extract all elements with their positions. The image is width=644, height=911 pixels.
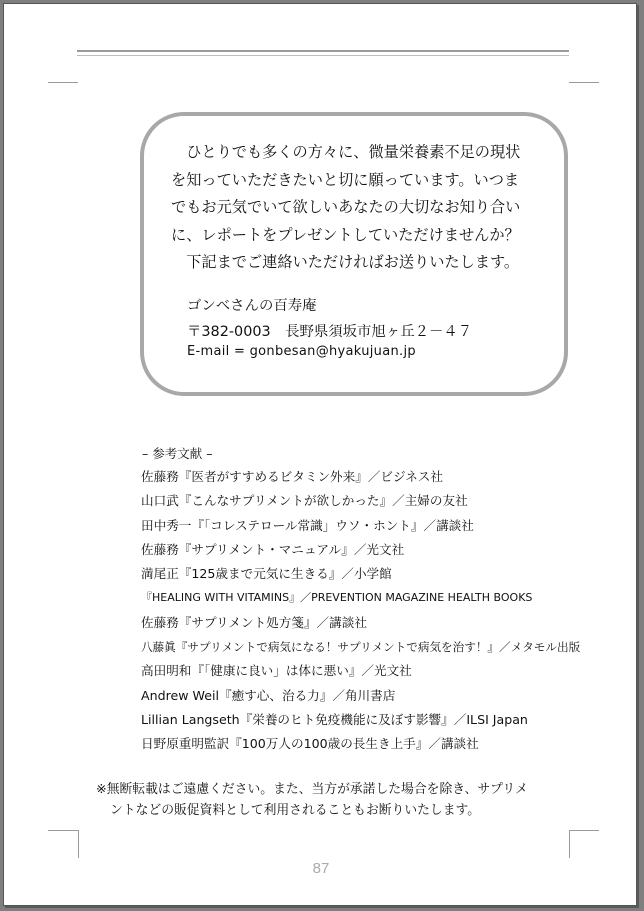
copyright-notice-line-1: ※無断転載はご遠慮ください。また、当方が承諾した場合を除き、サプリメ bbox=[96, 782, 528, 797]
copyright-notice bbox=[96, 779, 576, 821]
reference-item: 『HEALING WITH VITAMINS』／PREVENTION MAGAZINE HEALTH BOOKS bbox=[141, 591, 533, 605]
crop-mark-bottom-left bbox=[48, 830, 78, 831]
reference-item: 満尾正『125歳まで元気に生きる』／小学館 bbox=[141, 566, 392, 582]
references-title: – 参考文献 – bbox=[142, 446, 213, 461]
crop-mark-bottom-left-vertical bbox=[78, 830, 79, 858]
contact-address: 〒382-0003 長野県須坂市旭ヶ丘２－４７ bbox=[187, 324, 473, 340]
reference-item: 高田明和『「健康に良い」は体に悪い』／光文社 bbox=[141, 663, 412, 679]
page-number: 87 bbox=[312, 860, 330, 877]
reference-item: 佐藤務『サプリメント処方箋』／講談社 bbox=[141, 614, 367, 630]
reference-item: 八藤眞『サプリメントで病気になる！サプリメントで病気を治す！』／メタモル出版 bbox=[141, 640, 581, 655]
reference-item: Lillian Langseth『栄養のヒト免疫機能に及ぼす影響』／ILSI Japan bbox=[141, 711, 528, 727]
copyright-notice-line-2: ントなどの販促資料として利用されることもお断りいたします。 bbox=[110, 803, 481, 818]
crop-mark-bottom-right-vertical bbox=[569, 830, 570, 858]
crop-mark-top-right bbox=[569, 74, 599, 83]
crop-mark-bottom-right bbox=[569, 830, 599, 831]
reference-item: 山口武『こんなサプリメントが欲しかった』／主婦の友社 bbox=[141, 493, 468, 509]
reference-item: 日野原重明監訳『100万人の100歳の長生き上手』／講談社 bbox=[141, 736, 479, 752]
reference-item: 佐藤務『医者がすすめるビタミン外来』／ビジネス社 bbox=[141, 469, 443, 484]
reference-item: 佐藤務『サプリメント・マニュアル』／光文社 bbox=[141, 541, 405, 557]
document-page bbox=[3, 3, 637, 906]
crop-mark-top-left bbox=[48, 74, 78, 83]
notice-message: ひとりでも多くの方々に、微量栄養素不足の現状 を知っていただきたいと切に願っています。いつま でもお元気でいて欲しいあなたの大切なお知り合い に、レポートをプレゼントしていただけませんか？ 下記までご連絡いただければお送りいたします。 bbox=[171, 143, 521, 271]
reference-item: 田中秀一『「コレステロール常識」ウソ・ホント』／講談社 bbox=[141, 517, 474, 533]
references-list bbox=[141, 465, 580, 757]
reference-item: Andrew Weil『癒す心、治る力』／角川書店 bbox=[141, 687, 396, 703]
contact-name: ゴンベさんの百寿庵 bbox=[187, 298, 317, 314]
contact-email: E-mail = gonbesan@hyakujuan.jp bbox=[187, 344, 416, 359]
header-rule bbox=[77, 50, 569, 56]
